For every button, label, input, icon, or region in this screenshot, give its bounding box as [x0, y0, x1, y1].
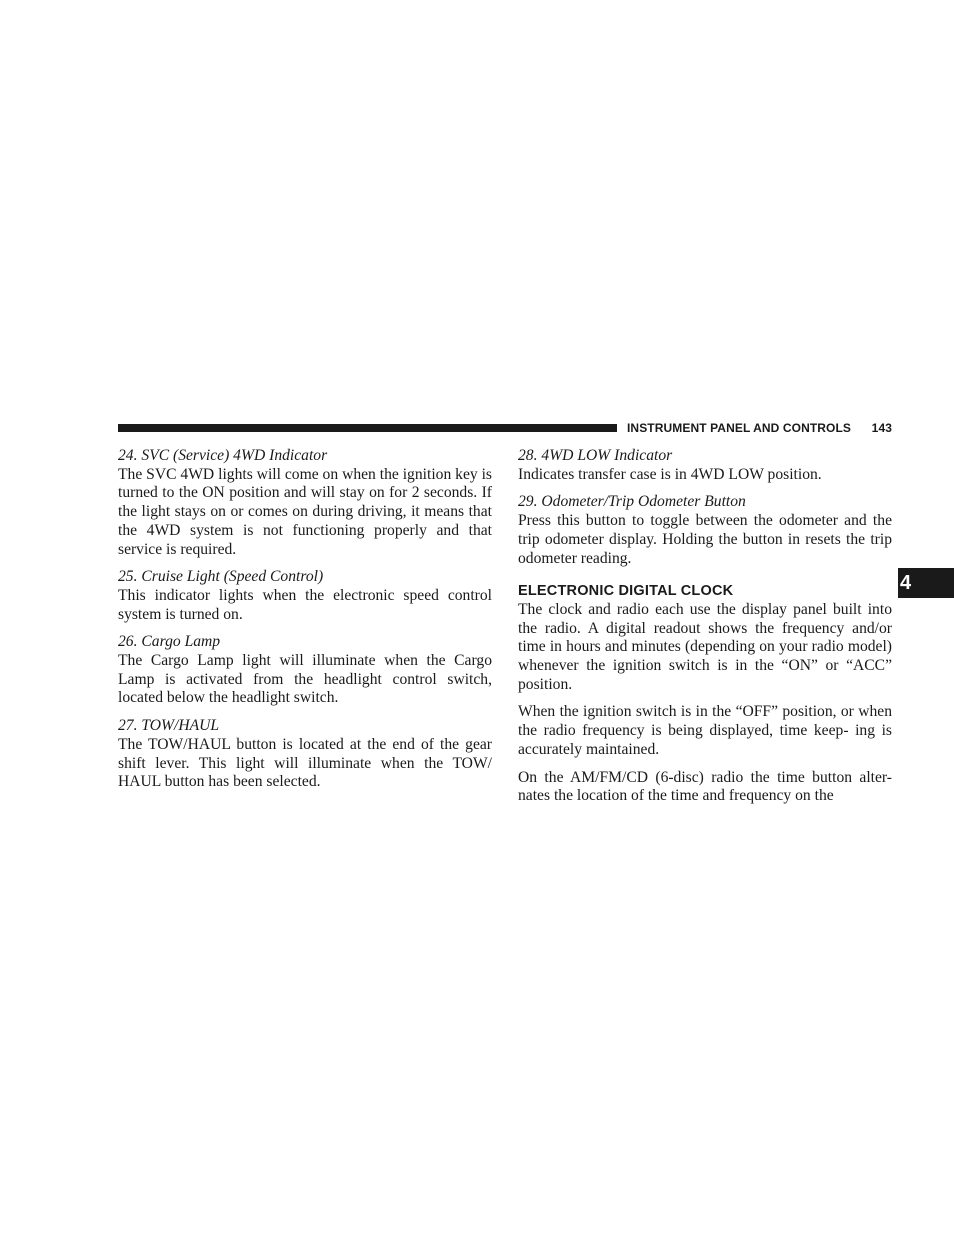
header-section-title: INSTRUMENT PANEL AND CONTROLS — [627, 421, 852, 435]
item-body-25: This indicator lights when the electronic speed control system is turned on. — [118, 586, 492, 623]
item-title-28: 28. 4WD LOW Indicator — [518, 447, 673, 464]
item-title-24: 24. SVC (Service) 4WD Indicator — [118, 447, 328, 464]
item-body-27: The TOW/HAUL button is located at the end of the gear shift lever. This light will illuminate when the TOW/ HAUL button has been selected. — [118, 735, 492, 791]
page-number: 143 — [871, 421, 892, 435]
item-title-29: 29. Odometer/Trip Odometer Button — [518, 493, 746, 511]
section-paragraph: When the ignition switch is in the “OFF” position, or when the radio frequency is being displayed, time keep- ing is accurately maintained. — [518, 703, 892, 758]
right-column — [518, 447, 892, 815]
item-body-29: Press this button to toggle between the odometer and the trip odometer display. Holding the button in resets the trip odometer reading. — [518, 512, 892, 567]
item-title-25: 25. Cruise Light (Speed Control) — [118, 568, 324, 586]
left-column — [118, 447, 492, 792]
running-header — [627, 420, 892, 436]
header-rule — [118, 424, 617, 432]
section-paragraph: The clock and radio each use the display panel built into the radio. A digital readout shows the frequency and/or time in hours and minutes (depending on your radio model) whenever the ignition switch is in the “ON” or “ACC” position. — [518, 600, 892, 693]
item-body-28: Indicates transfer case is in 4WD LOW position. — [518, 465, 822, 483]
section-heading: ELECTRONIC DIGITAL CLOCK — [518, 583, 734, 600]
section-paragraph: On the AM/FM/CD (6-disc) radio the time button alter- nates the location of the time and frequency on the — [518, 768, 892, 805]
item-body-26: The Cargo Lamp light will illuminate when the Cargo Lamp is activated from the headlight control switch, located below the headlight switch. — [118, 652, 492, 707]
item-body-24: The SVC 4WD lights will come on when the ignition key is turned to the ON position and will stay on for 2 seconds. If the light stays on or comes on during driving, it means that the 4WD system is not functioning properly and that service is required. — [118, 465, 492, 558]
item-title-27: 27. TOW/HAUL — [118, 717, 220, 735]
item-title-26: 26. Cargo Lamp — [118, 633, 221, 651]
chapter-tab: 4 — [898, 568, 954, 598]
